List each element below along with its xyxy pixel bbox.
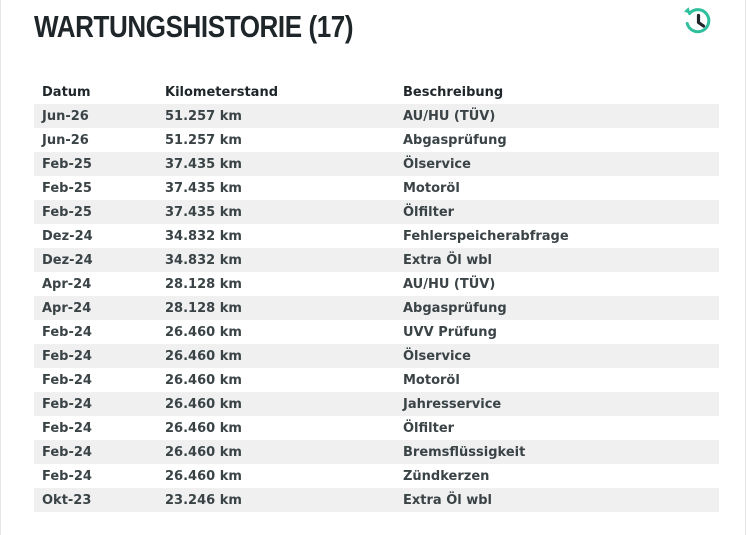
- row-km: 37.435 km: [165, 204, 242, 220]
- table-row: [34, 176, 719, 200]
- row-km: 37.435 km: [165, 180, 242, 196]
- row-description: AU/HU (TÜV): [403, 108, 496, 124]
- row-date: Feb-24: [42, 420, 92, 436]
- table-row: [34, 224, 719, 248]
- row-km: 28.128 km: [165, 300, 242, 316]
- maintenance-table: [34, 80, 719, 512]
- row-km: 26.460 km: [165, 348, 242, 364]
- row-km: 34.832 km: [165, 252, 242, 268]
- table-row: [34, 392, 719, 416]
- row-date: Feb-24: [42, 324, 92, 340]
- row-date: Feb-25: [42, 204, 92, 220]
- row-description: Ölfilter: [403, 420, 455, 436]
- table-row: [34, 416, 719, 440]
- row-date: Feb-24: [42, 444, 92, 460]
- row-date: Dez-24: [42, 252, 93, 268]
- row-km: 34.832 km: [165, 228, 242, 244]
- header-km: Kilometerstand: [165, 84, 279, 100]
- table-row: [34, 368, 719, 392]
- row-description: Ölservice: [403, 348, 471, 364]
- row-date: Feb-24: [42, 348, 92, 364]
- row-description: Ölservice: [403, 156, 471, 172]
- row-date: Dez-24: [42, 228, 93, 244]
- row-description: Motoröl: [403, 372, 460, 388]
- table-row: [34, 104, 719, 128]
- row-km: 26.460 km: [165, 372, 242, 388]
- row-km: 26.460 km: [165, 420, 242, 436]
- table-row: [34, 248, 719, 272]
- header-date: Datum: [42, 84, 91, 100]
- row-date: Feb-24: [42, 468, 92, 484]
- table-row: [34, 464, 719, 488]
- row-description: Extra Öl wbl: [403, 252, 492, 268]
- table-row: [34, 488, 719, 512]
- table-header: [34, 80, 719, 104]
- header-description: Beschreibung: [403, 84, 504, 100]
- table-body: [34, 104, 719, 512]
- row-date: Feb-25: [42, 180, 92, 196]
- row-description: UVV Prüfung: [403, 324, 497, 340]
- row-description: Bremsflüssigkeit: [403, 444, 526, 460]
- page-title: WARTUNGSHISTORIE (17): [34, 9, 354, 44]
- table-row: [34, 440, 719, 464]
- row-description: Abgasprüfung: [403, 132, 507, 148]
- row-description: Motoröl: [403, 180, 460, 196]
- row-description: AU/HU (TÜV): [403, 276, 496, 292]
- row-date: Jun-26: [42, 108, 89, 124]
- row-description: Extra Öl wbl: [403, 492, 492, 508]
- row-km: 26.460 km: [165, 324, 242, 340]
- row-description: Zündkerzen: [403, 468, 490, 484]
- row-description: Abgasprüfung: [403, 300, 507, 316]
- table-row: [34, 320, 719, 344]
- history-icon[interactable]: [680, 3, 716, 39]
- table-row: [34, 128, 719, 152]
- row-km: 23.246 km: [165, 492, 242, 508]
- row-km: 37.435 km: [165, 156, 242, 172]
- table-row: [34, 152, 719, 176]
- row-km: 51.257 km: [165, 108, 242, 124]
- table-row: [34, 344, 719, 368]
- table-row: [34, 200, 719, 224]
- row-date: Apr-24: [42, 276, 92, 292]
- row-km: 26.460 km: [165, 468, 242, 484]
- row-date: Jun-26: [42, 132, 89, 148]
- row-date: Feb-25: [42, 156, 92, 172]
- row-date: Feb-24: [42, 372, 92, 388]
- row-date: Apr-24: [42, 300, 92, 316]
- row-date: Okt-23: [42, 492, 92, 508]
- row-km: 26.460 km: [165, 396, 242, 412]
- row-km: 28.128 km: [165, 276, 242, 292]
- row-km: 26.460 km: [165, 444, 242, 460]
- row-km: 51.257 km: [165, 132, 242, 148]
- row-description: Jahresservice: [403, 396, 502, 412]
- row-date: Feb-24: [42, 396, 92, 412]
- row-description: Fehlerspeicherabfrage: [403, 228, 569, 244]
- table-row: [34, 296, 719, 320]
- table-row: [34, 272, 719, 296]
- row-description: Ölfilter: [403, 204, 455, 220]
